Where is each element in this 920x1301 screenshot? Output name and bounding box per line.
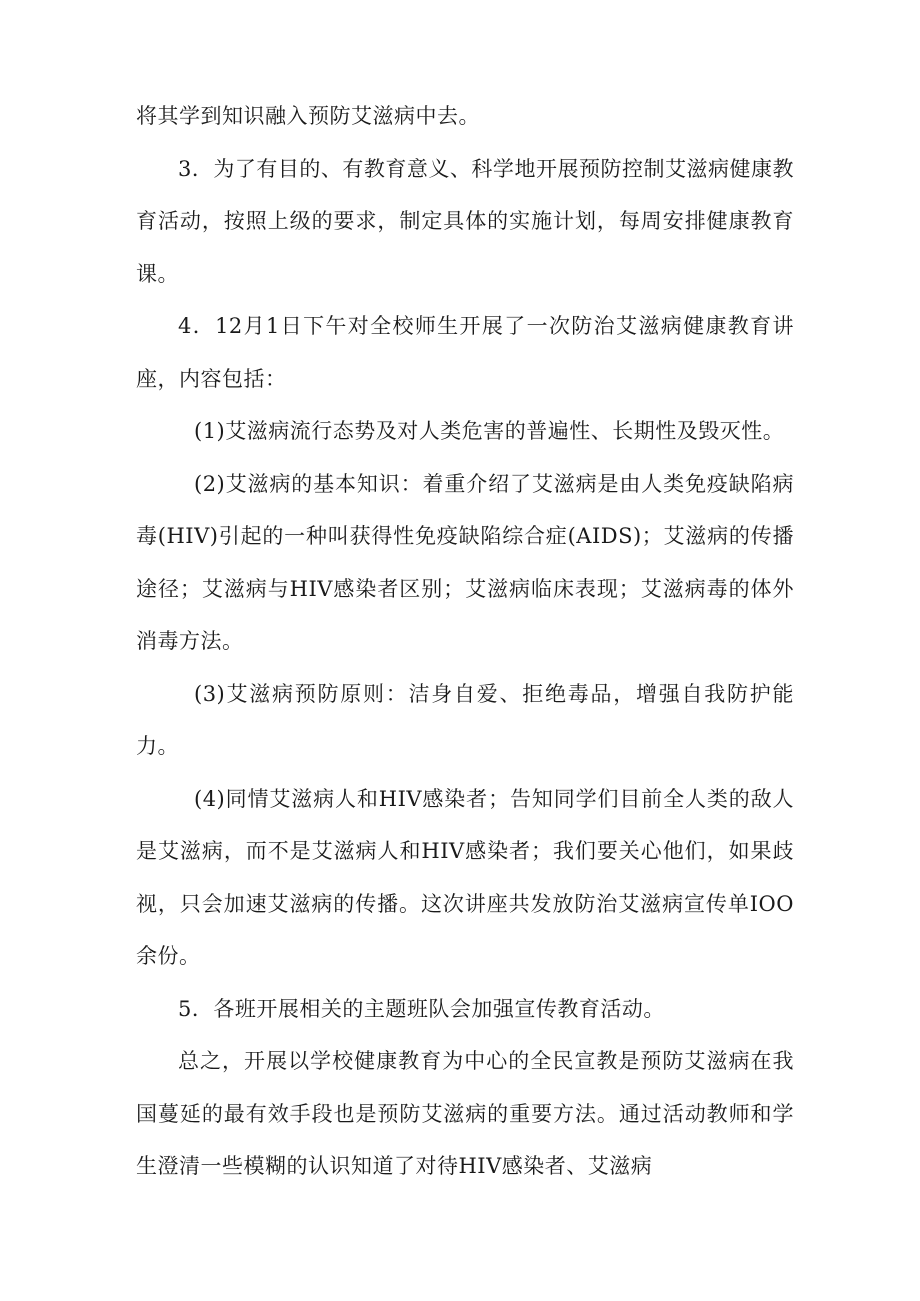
paragraph-continuation: 将其学到知识融入预防艾滋病中去。 [136,104,480,128]
paragraph-subitem-2: (2)艾滋病的基本知识：着重介绍了艾滋病是由人类免疫缺陷病毒(HIV)引起的一种叫获得性免疫缺陷综合症(AIDS)；艾滋病的传播途径；艾滋病与HIV感染者区别；艾滋病临床表现；艾滋病毒的体外消毒方法。 [136,471,794,653]
paragraph-subitem-4: (4)同情艾滋病人和HIV感染者；告知同学们目前全人类的敌人是艾滋病，而不是艾滋病人和HIV感染者；我们要关心他们，如果歧视，只会加速艾滋病的传播。这次讲座共发放防治艾滋病宣传单IOO余份。 [136,786,794,968]
paragraph-subitem-3: (3)艾滋病预防原则：洁身自爱、拒绝毒品，增强自我防护能力。 [136,681,794,758]
document-body [136,90,794,1193]
paragraph-item-5: 5．各班开展相关的主题班队会加强宣传教育活动。 [178,996,665,1021]
paragraph-item-3: 3．为了有目的、有教育意义、科学地开展预防控制艾滋病健康教育活动，按照上级的要求，制定具体的实施计划，每周安排健康教育课。 [136,156,794,286]
paragraph-summary: 总之，开展以学校健康教育为中心的全民宣教是预防艾滋病在我国蔓延的最有效手段也是预防艾滋病的重要方法。通过活动教师和学生澄清一些模糊的认识知道了对待HIV感染者、艾滋病 [136,1049,794,1178]
paragraph-subitem-1: (1)艾滋病流行态势及对人类危害的普遍性、长期性及毁灭性。 [194,419,785,443]
paragraph-item-4: 4．12月1日下午对全校师生开展了一次防治艾滋病健康教育讲座，内容包括： [136,314,794,391]
